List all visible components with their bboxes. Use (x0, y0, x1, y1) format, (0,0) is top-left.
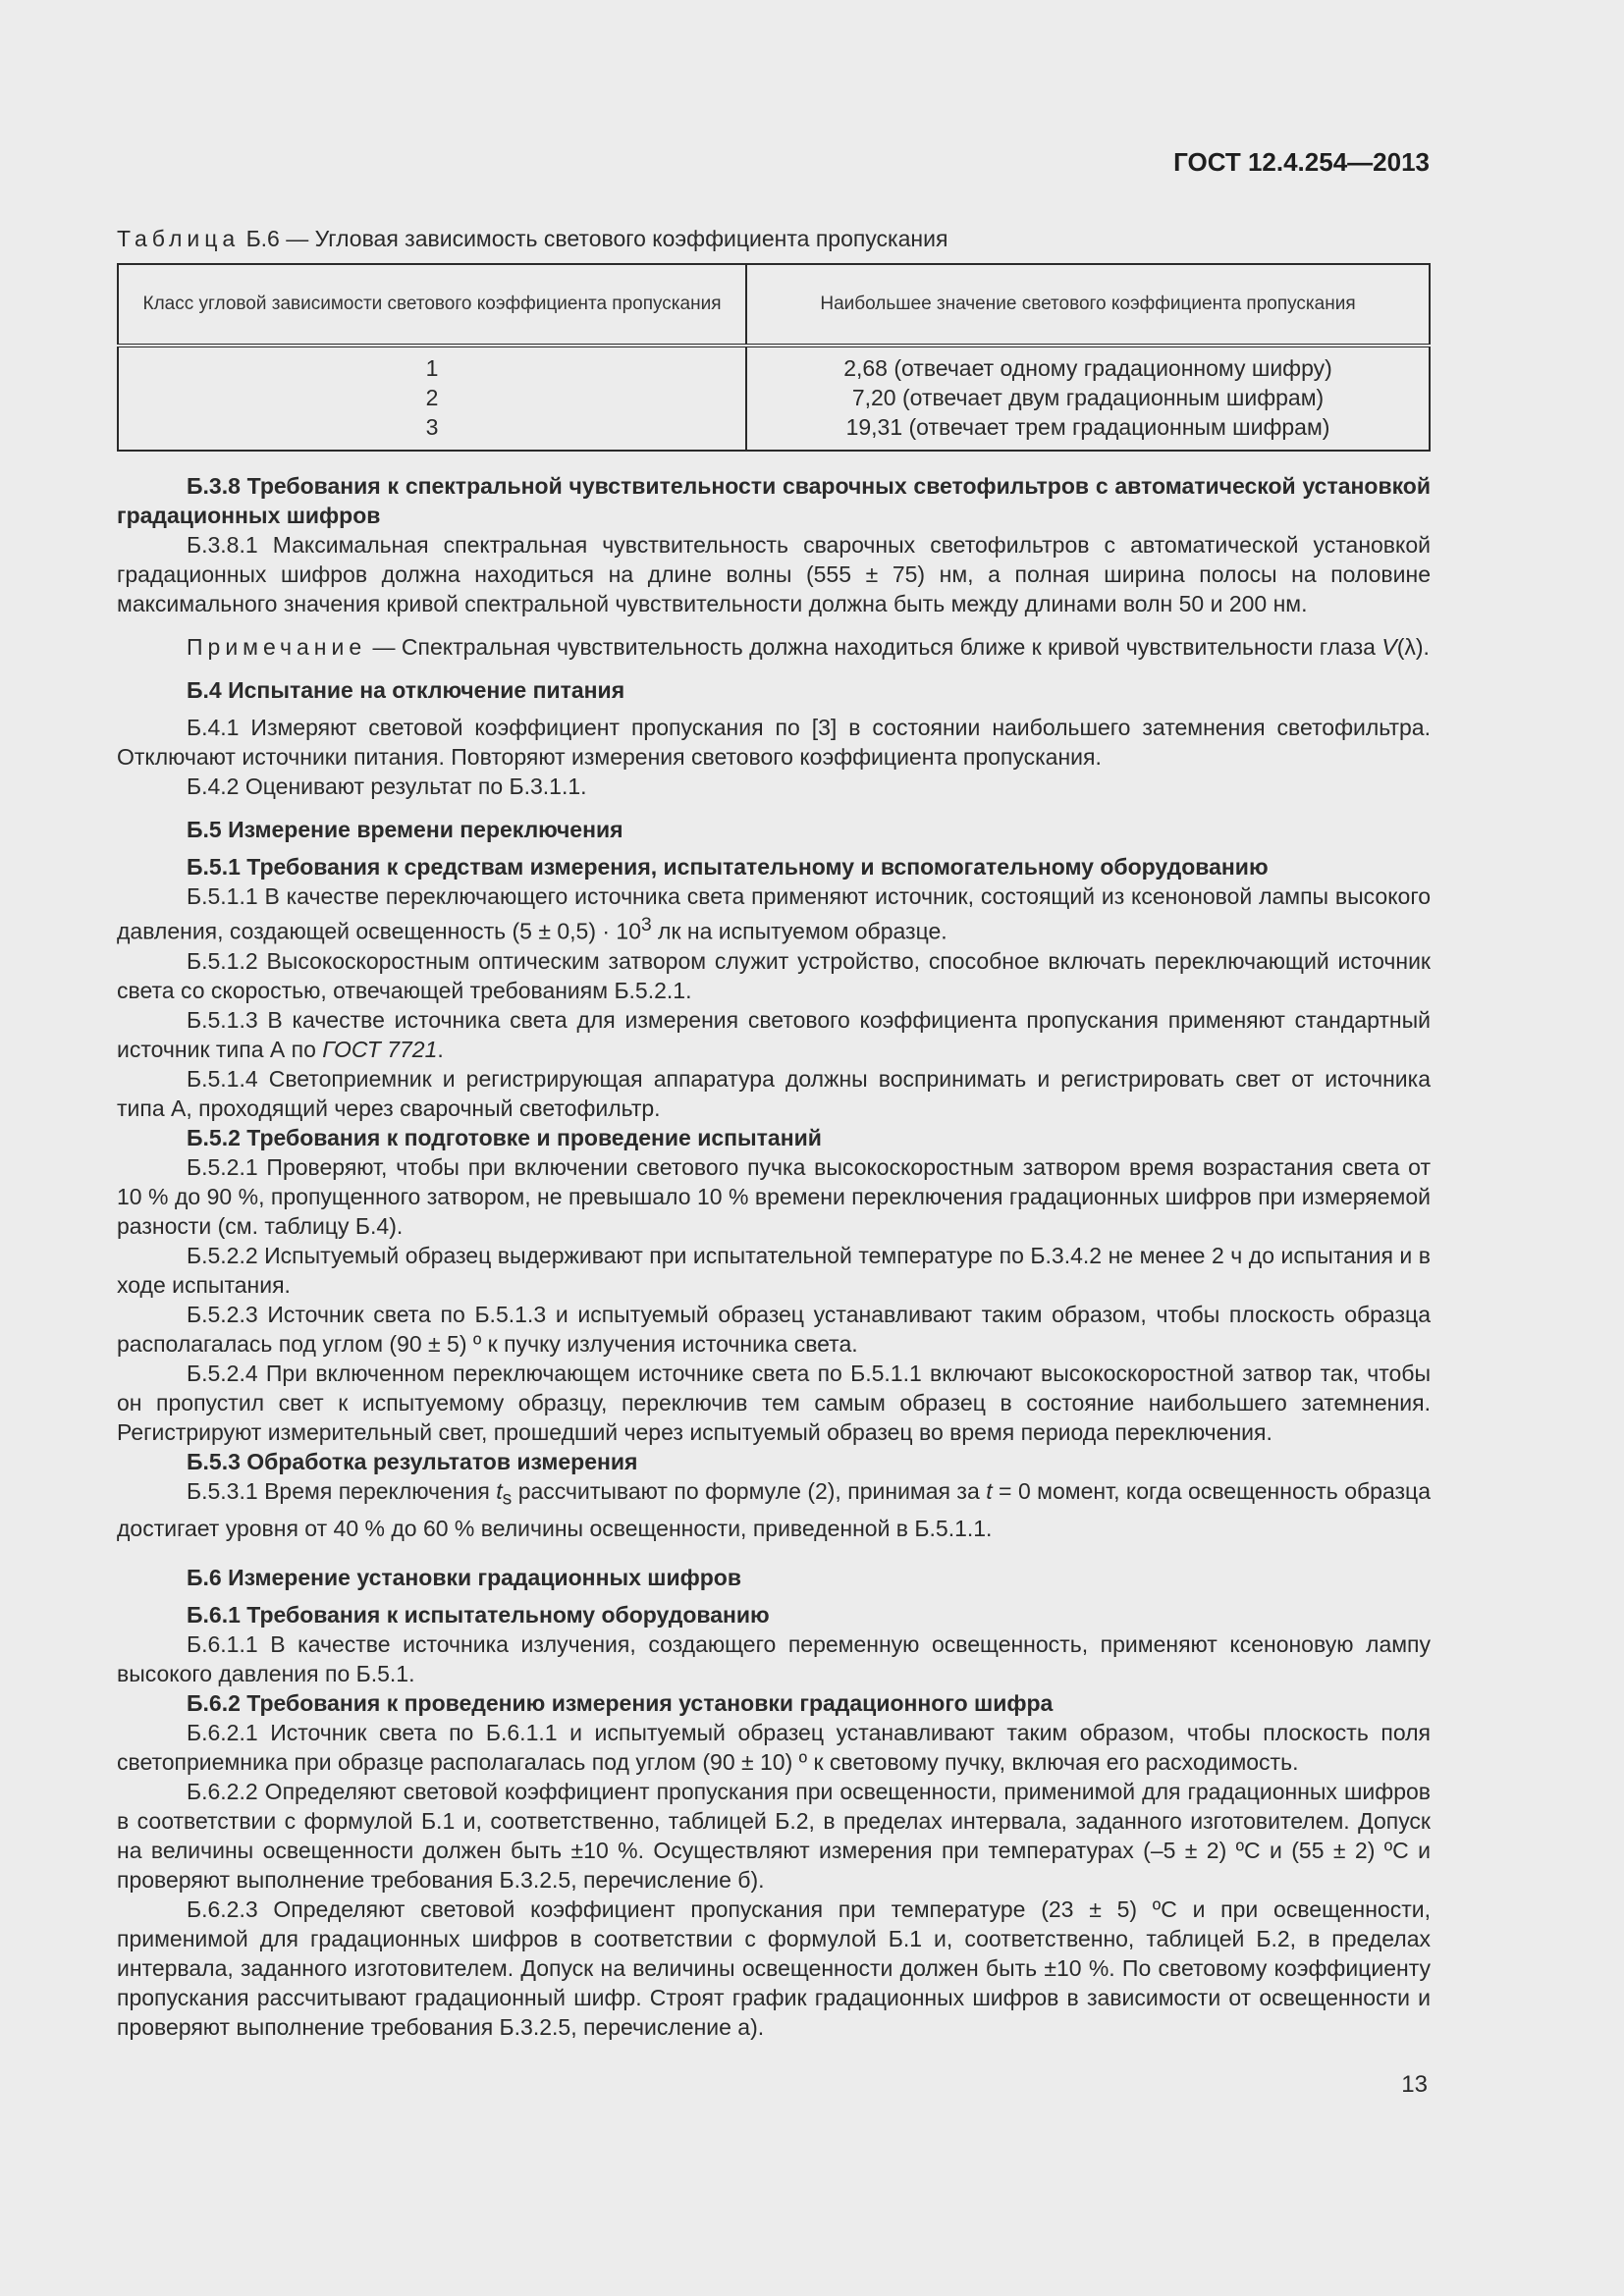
document-code: ГОСТ 12.4.254—2013 (1173, 147, 1430, 177)
b513-reference: ГОСТ 7721 (322, 1036, 438, 1062)
b531-t-symbol-2: t (986, 1477, 993, 1504)
table-cell-value: 7,20 (отвечает двум градационным шифрам) (851, 385, 1325, 410)
b511-text-end: лк на испытуемом образце. (651, 918, 947, 944)
paragraph-b621: Б.6.2.1 Источник света по Б.6.1.1 и испытуемый образец устанавливают таким образом, чтобы плоскость поля светоприемника при образце располагалась под углом (90 ± 10) º к световому пучку, включая его расходимость. (117, 1720, 1431, 1776)
paragraph-b611: Б.6.1.1 В качестве источника излучения, создающего переменную освещенность, применяют ксеноновую лампу высокого давления по Б.5.1. (117, 1631, 1431, 1687)
b513-text: Б.5.1.3 В качестве источника света для измерения светового коэффициента пропускания применяют стандартный источник типа А по (117, 1006, 1431, 1062)
table-cell-value: 2,68 (отвечает одному градационному шифру) (843, 355, 1332, 381)
b511-text: Б.5.1.1 В качестве переключающего источника света применяют источник, состоящий из ксеноновой лампы высокого давления, создающей освещенность (5 ± 0,5) · 10 (117, 883, 1431, 944)
section-title-b53: Б.5.3 Обработка результатов измерения (187, 1448, 638, 1474)
table-header-row (118, 264, 1430, 346)
note-text: — Спектральная чувствительность должна находиться ближе к кривой чувствительности глаза (366, 634, 1382, 660)
section-title-b38: Б.3.8 Требования к спектральной чувствительности сварочных светофильтров с автоматической установкой градационных шифров (117, 473, 1431, 528)
table-cell-classes (118, 346, 746, 451)
table-row (118, 346, 1430, 451)
table-b6 (117, 263, 1431, 452)
paragraph-b623: Б.6.2.3 Определяют световой коэффициент пропускания при температуре (23 ± 5) ºC и при освещенности, применимой для градационных шифров в соответствии с формулой Б.1 и, соответственно, таблицей Б.2, в пределах интервала, заданного изготовителем. Допуск на величины освещенности должен быть ±10 %. По световому коэффициенту пропускания рассчитывают градационный шифр. Строят график градационных шифров в зависимости от освещенности и проверяют выполнение требования Б.3.2.5, перечисление а). (117, 1896, 1431, 2041)
paragraph-b381: Б.3.8.1 Максимальная спектральная чувствительность сварочных светофильтров с автоматической установкой градационных шифров должна находиться на длине волны (555 ± 75) нм, а полная ширина полосы на половине максимального значения кривой спектральной чувствительности должна быть между длинами волн 50 и 200 нм. (117, 532, 1431, 616)
b531-subscript: s (502, 1488, 513, 1510)
paragraph-b531 (117, 1476, 1431, 1544)
paragraph-b522: Б.5.2.2 Испытуемый образец выдерживают при испытательной температуре по Б.3.4.2 не менее 2 ч до испытания и в ходе испытания. (117, 1242, 1431, 1298)
table-cell-class: 3 (425, 414, 439, 440)
b511-superscript: 3 (641, 915, 652, 935)
note-lambda: (λ). (1396, 634, 1430, 660)
table-cell-values (746, 346, 1430, 451)
table-header-class: Класс угловой зависимости светового коэффициента пропускания (118, 264, 746, 346)
paragraph-b622: Б.6.2.2 Определяют световой коэффициент пропускания при освещенности, применимой для градационных шифров в соответствии с формулой Б.1 и, соответственно, таблицей Б.2, в пределах интервала, заданного изготовителем. Допуск на величины освещенности должен быть ±10 %. Осуществляют измерения при температурах (–5 ± 2) ºC и (55 ± 2) ºC и проверяют выполнение требования Б.3.2.5, перечисление б). (117, 1779, 1431, 1894)
table-cell-class: 2 (425, 385, 439, 410)
table-caption-number: Б.6 (245, 226, 280, 251)
paragraph-b514: Б.5.1.4 Светоприемник и регистрирующая аппаратура должны воспринимать и регистрировать свет от источника типа А, проходящий через сварочный светофильтр. (117, 1065, 1431, 1121)
note-label: Примечание (187, 634, 367, 660)
paragraph-b512: Б.5.1.2 Высокоскоростным оптическим затвором служит устройство, способное включать переключающий источник света со скоростью, отвечающей требованиям Б.5.2.1. (117, 947, 1431, 1003)
section-title-b52: Б.5.2 Требования к подготовке и проведение испытаний (187, 1124, 822, 1150)
b531-text-end: = 0 момент, когда освещенность образца достигает уровня от 40 % до 60 % величины освещенности, приведенной в Б.5.1.1. (117, 1477, 1432, 1542)
paragraph-b511 (117, 881, 1431, 946)
section-title-b5: Б.5 Измерение времени переключения (187, 817, 623, 842)
paragraph-b524: Б.5.2.4 При включенном переключающем источнике света по Б.5.1.1 включают высокоскоростной затвор так, чтобы он пропустил свет к испытуемому образцу, переключив тем самым образец в состояние наибольшего затемнения. Регистрируют измерительный свет, прошедший через испытуемый образец во время периода переключения. (117, 1360, 1431, 1445)
table-cell-value: 19,31 (отвечает трем градационным шифрам) (845, 414, 1330, 440)
table-caption-label: Таблица (117, 226, 241, 251)
table-caption (117, 224, 1431, 253)
b513-text-end: . (437, 1036, 444, 1062)
b531-text: Б.5.3.1 Время переключения (187, 1477, 497, 1504)
paragraph-b523: Б.5.2.3 Источник света по Б.5.1.3 и испытуемый образец устанавливают таким образом, чтобы плоскость образца располагалась под углом (90 ± 5) º к пучку излучения источника света. (117, 1301, 1431, 1357)
paragraph-b513 (117, 1005, 1431, 1064)
section-title-b62: Б.6.2 Требования к проведению измерения установки градационного шифра (187, 1690, 1054, 1717)
note-v-symbol: V (1381, 634, 1397, 660)
document-body (117, 224, 1431, 2042)
paragraph-b42: Б.4.2 Оценивают результат по Б.3.1.1. (187, 774, 587, 799)
table-caption-text: — Угловая зависимость светового коэффициента пропускания (286, 226, 948, 251)
b531-text-mid: рассчитывают по формуле (2), принимая за (512, 1477, 987, 1504)
table-header-value: Наибольшее значение светового коэффициента пропускания (746, 264, 1430, 346)
page-number: 13 (1401, 2071, 1428, 2098)
section-title-b6: Б.6 Измерение установки градационных шифров (187, 1565, 741, 1591)
table-cell-class: 1 (425, 355, 439, 381)
paragraph-b41: Б.4.1 Измеряют световой коэффициент пропускания по [3] в состоянии наибольшего затемнения светофильтра. Отключают источники питания. Повторяют измерения светового коэффициента пропускания. (117, 715, 1431, 770)
section-title-b4: Б.4 Испытание на отключение питания (187, 677, 625, 703)
note-paragraph (117, 632, 1431, 662)
paragraph-b521: Б.5.2.1 Проверяют, чтобы при включении светового пучка высокоскоростным затвором время возрастания света от 10 % до 90 %, пропущенного затвором, не превышало 10 % времени переключения градационных шифров при измеряемой разности (см. таблицу Б.4). (117, 1153, 1431, 1239)
section-title-b51: Б.5.1 Требования к средствам измерения, испытательному и вспомогательному оборудованию (187, 854, 1269, 880)
b531-t-symbol: t (496, 1477, 503, 1504)
section-title-b61: Б.6.1 Требования к испытательному оборудованию (187, 1602, 770, 1629)
